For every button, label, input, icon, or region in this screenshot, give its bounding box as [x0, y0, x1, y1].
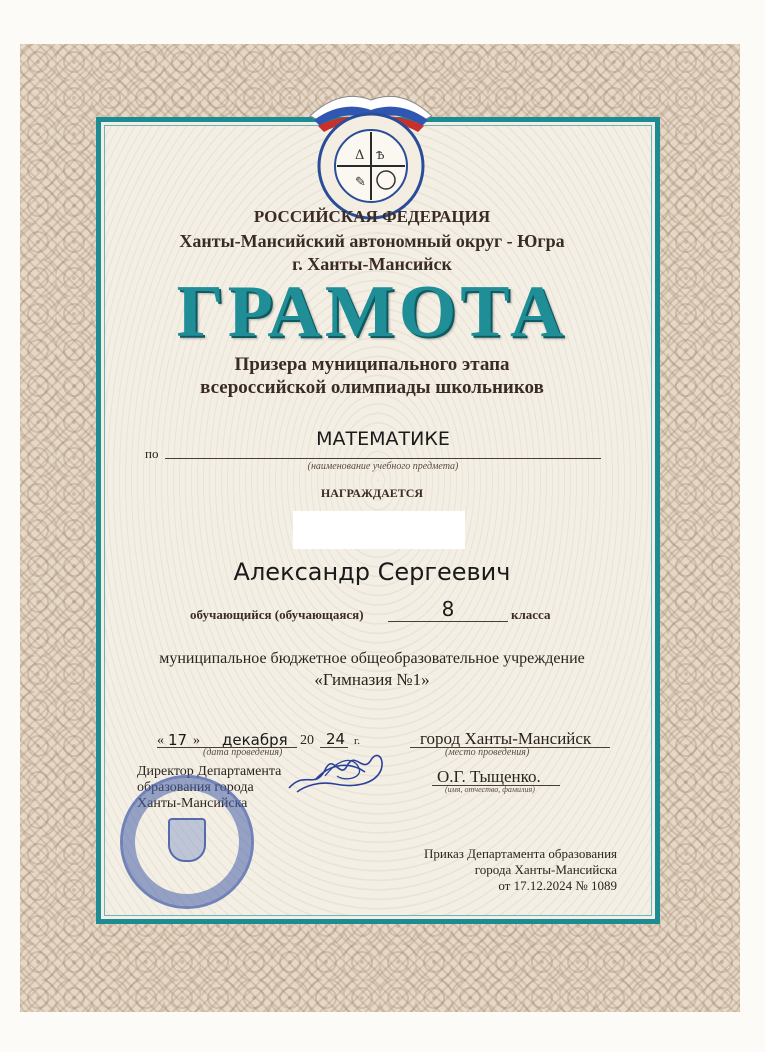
signatory-title-line1: Директор Департамента — [137, 764, 282, 779]
grade-value: 8 — [441, 597, 455, 621]
order-reference — [395, 846, 617, 894]
date-caption: (дата проведения) — [203, 747, 283, 758]
signature-icon — [285, 740, 395, 800]
place-caption: (место проведения) — [445, 747, 530, 758]
header-city: г. Ханты-Мансийск — [292, 254, 452, 274]
date-day: 17 — [168, 731, 188, 749]
subject-caption: (наименование учебного предмета) — [307, 461, 459, 472]
awarded-label: НАГРАЖДАЕТСЯ — [320, 486, 424, 500]
subject-value: МАТЕМАТИКЕ — [316, 428, 450, 450]
place-value: город Ханты-Мансийск — [420, 729, 592, 748]
official-stamp-icon — [120, 775, 254, 909]
redacted-surname — [293, 511, 465, 549]
signatory-name-caption: (имя, отчество, фамилия) — [445, 785, 535, 794]
date-year: 24 — [326, 730, 346, 748]
date-year-prefix: 20 — [300, 733, 314, 748]
svg-text:Δ: Δ — [355, 148, 365, 163]
order-line3: от 17.12.2024 № 1089 — [498, 878, 617, 893]
date-month: декабря — [222, 731, 288, 749]
svg-text:Ѣ: Ѣ — [376, 149, 385, 162]
recipient-name: Александр Сергеевич — [233, 558, 511, 586]
subject-prefix: по — [145, 446, 159, 461]
signatory-title-line3: Ханты-Мансийска — [137, 796, 248, 811]
order-line1: Приказ Департамента образования — [424, 846, 617, 861]
subtitle-line2: всероссийской олимпиады школьников — [200, 377, 544, 398]
school-line2: «Гимназия №1» — [314, 670, 430, 689]
header-region: Ханты-Мансийский автономный округ - Югра — [179, 231, 565, 251]
order-line2: города Ханты-Мансийска — [474, 862, 617, 877]
grade-prefix: обучающийся (обучающаяся) — [190, 607, 364, 622]
signatory-name: О.Г. Тыщенко. — [437, 767, 541, 786]
date-open-quote: « — [157, 733, 164, 748]
date-close-quote: » — [193, 733, 200, 748]
svg-text:✎: ✎ — [355, 175, 366, 190]
grade-suffix: класса — [511, 607, 551, 622]
header-country: РОССИЙСКАЯ ФЕДЕРАЦИЯ — [253, 207, 491, 226]
subtitle-line1: Призера муниципального этапа — [234, 354, 510, 375]
school-line1: муниципальное бюджетное общеобразовательное учреждение — [159, 650, 585, 667]
subject-underline — [165, 458, 601, 459]
olympiad-emblem-icon — [300, 82, 442, 224]
certificate-title: ГРАМОТА — [176, 271, 568, 353]
grade-underline — [388, 621, 508, 622]
date-year-suffix: г. — [354, 735, 361, 747]
stamp-coat-of-arms-icon — [168, 818, 206, 862]
signatory-title-line2: образования города — [137, 780, 254, 795]
